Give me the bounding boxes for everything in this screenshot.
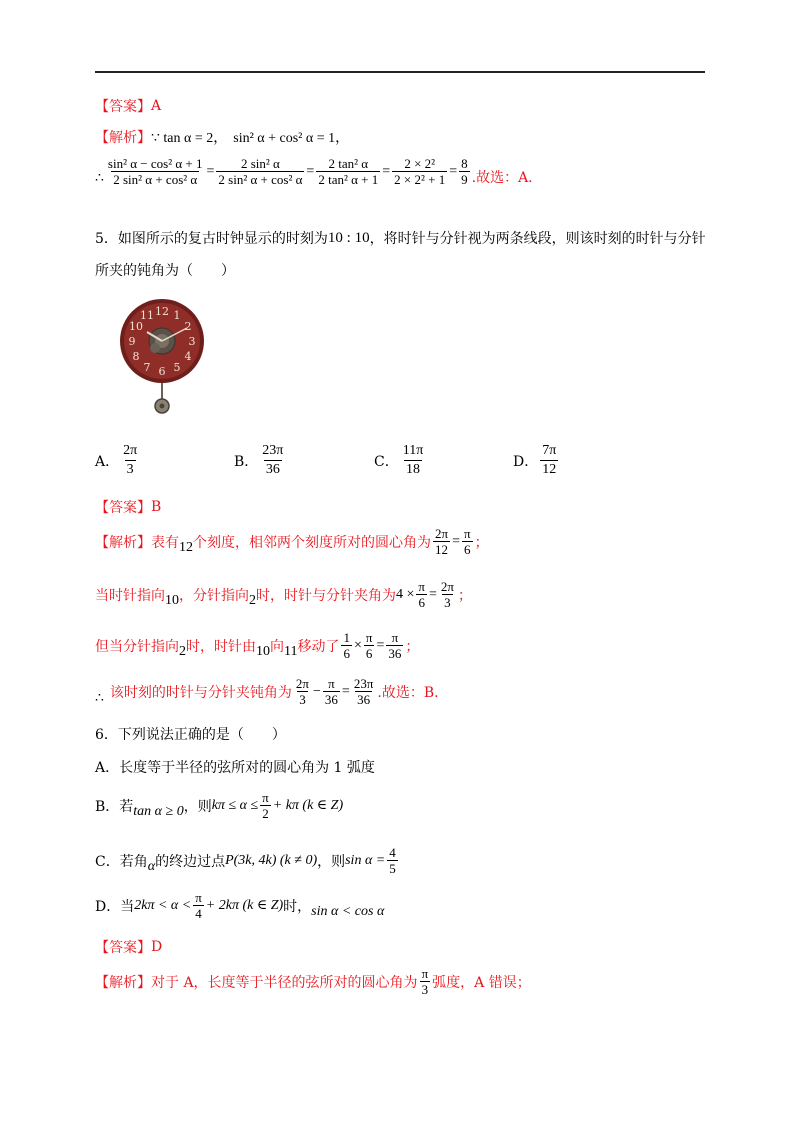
fraction-numerator: 4 [389, 845, 396, 860]
fraction-denominator: 6 [418, 595, 425, 610]
fraction [420, 966, 431, 997]
fraction-denominator: 36 [388, 646, 402, 661]
option-text: 时， [283, 898, 312, 915]
math-expression: 2kπ < α < [134, 897, 192, 913]
math-expression: α [147, 858, 156, 874]
q4-derivation [95, 156, 533, 187]
fraction-denominator: 2 sin² α + cos² α [113, 172, 198, 187]
fraction-denominator: 2 [262, 806, 269, 821]
analysis-text: 但当分针指向 [95, 638, 179, 655]
fraction-denominator: 18 [406, 462, 420, 477]
fraction-numerator: 7π [542, 443, 557, 458]
fraction-denominator: 3 [421, 982, 429, 997]
q5-stem-line1 [95, 228, 706, 248]
fraction-denominator: 6 [343, 646, 350, 661]
option-text: C．若角 [95, 853, 148, 870]
analysis-text: ； [474, 534, 489, 551]
fraction-denominator: 2 sin² α + cos² α [218, 172, 303, 187]
fraction-numerator: sin² α − cos² α + 1 [107, 156, 203, 171]
fraction-numerator: 11π [402, 443, 424, 458]
fraction-numerator: 2π [435, 526, 449, 541]
q6-option-a[interactable] [95, 757, 375, 777]
vintage-clock-figure [117, 296, 207, 416]
math-expression: 4 × [396, 586, 415, 602]
fraction [364, 630, 375, 661]
fraction-numerator: 1 [343, 630, 350, 645]
clock-numeral: 6 [158, 365, 166, 378]
clock-numeral: 8 [132, 350, 140, 363]
math-number: 2 [249, 592, 256, 608]
therefore-symbol: ∴ [95, 691, 104, 706]
fraction-numerator: 23π [353, 676, 374, 691]
pendulum-bob-center [160, 404, 165, 409]
equals-sign: = [306, 163, 315, 179]
fraction-numerator: π [421, 966, 429, 981]
option-text: B．若 [95, 798, 134, 815]
analysis-text: ，分针指向 [179, 587, 249, 604]
fraction [352, 676, 376, 707]
option-letter: D． [513, 453, 539, 470]
math-number: 2 [179, 643, 186, 659]
analysis-text: 当时针指向 [95, 587, 165, 604]
q5-answer-line [95, 497, 161, 517]
clock-numeral: 9 [128, 335, 136, 348]
fraction-numerator: 2π [440, 579, 454, 594]
fraction-numerator: π [195, 890, 202, 905]
equals-sign: = [428, 586, 437, 602]
option-d[interactable] [513, 442, 560, 479]
math-number: 10 [165, 592, 179, 608]
times-sign: × [353, 637, 362, 653]
q6-stem [95, 724, 286, 744]
math-expression: sin α = [345, 852, 386, 868]
analysis-tag: 【解析】 [95, 974, 151, 991]
analysis-text: 向 [270, 638, 284, 655]
fraction [193, 890, 204, 921]
fraction [316, 156, 380, 187]
analysis-text: 弧度，A 错误； [432, 974, 531, 991]
clock-numeral: 10 [129, 320, 143, 333]
math-expression: P(3k, 4k) (k ≠ 0) [225, 852, 318, 868]
q6-option-d[interactable] [95, 890, 384, 921]
question-stem: 5．如图所示的复古时钟显示的时刻为 [95, 231, 328, 247]
gear-small [150, 343, 160, 353]
fraction [462, 526, 473, 557]
option-text: 的终边过点 [155, 853, 226, 870]
answer-value: A [151, 98, 162, 114]
clock-numeral: 1 [173, 309, 181, 322]
option-letter: A． [95, 453, 120, 470]
fraction-numerator: π [391, 630, 399, 645]
equals-sign: = [449, 163, 458, 179]
clock-numeral: 12 [155, 305, 169, 318]
fraction-denominator: 2 × 2² + 1 [394, 172, 446, 187]
clock-numeral: 3 [188, 335, 196, 348]
fraction [386, 630, 403, 661]
analysis-text: ； [405, 638, 420, 655]
math-expression: + 2kπ (k ∈ Z) [205, 898, 284, 913]
clock-numeral: 7 [143, 361, 151, 374]
fraction-denominator: 12 [435, 542, 449, 557]
fraction-numerator: π [262, 790, 269, 805]
fraction-denominator: 9 [461, 172, 468, 187]
math-expression: kπ ≤ α ≤ [211, 797, 259, 813]
equals-sign: = [376, 637, 385, 653]
fraction-denominator: 3 [444, 595, 451, 610]
q5-analysis-line1 [95, 526, 489, 557]
fraction-denominator: 6 [365, 646, 373, 661]
option-c[interactable] [374, 442, 427, 479]
clock-numeral: 2 [184, 320, 192, 333]
math-number: 10 [256, 643, 270, 659]
answer-value: B [151, 499, 162, 515]
fraction-numerator: 2π [123, 443, 138, 458]
fraction-denominator: 36 [265, 462, 280, 477]
therefore-symbol: ∴ [95, 171, 104, 186]
question-stem: ，将时针与分针视为两条线段，则该时刻的时针与分针 [369, 231, 706, 247]
q5-analysis-line2 [95, 579, 472, 610]
q4-analysis-line [95, 127, 349, 147]
fraction-numerator: π [463, 526, 471, 541]
fraction-numerator: 8 [461, 156, 468, 171]
fraction-denominator: 4 [195, 906, 202, 921]
fraction-denominator: 2 tan² α + 1 [318, 172, 379, 187]
fraction [433, 526, 450, 557]
fraction-numerator: 2 sin² α [240, 156, 280, 171]
fraction [392, 156, 447, 187]
q5-analysis-line4 [95, 676, 439, 707]
conclusion: .故选：A. [471, 170, 533, 186]
fraction [439, 579, 456, 610]
analysis-text: 表有 [151, 534, 179, 551]
fraction [323, 676, 340, 707]
fraction-numerator: 2π [295, 676, 309, 691]
clock-numeral: 5 [173, 361, 181, 374]
fraction-numerator: 23π [262, 443, 284, 458]
fraction [106, 156, 205, 187]
math-expression: + kπ (k ∈ Z) [272, 798, 344, 813]
given-tan: ∵ tan α = 2， [151, 131, 228, 146]
clock-numeral: 11 [140, 309, 154, 322]
fraction-denominator: 36 [324, 692, 338, 707]
fraction-denominator: 6 [464, 542, 471, 557]
clock-numeral: 4 [184, 350, 192, 363]
math-number: 11 [284, 643, 298, 659]
answer-tag: 【答案】 [95, 500, 151, 516]
option-letter: B． [234, 453, 259, 470]
option-fraction [401, 442, 426, 479]
equals-sign: = [341, 683, 350, 699]
question-stem: 6．下列说法正确的是（ ） [95, 727, 286, 743]
fraction-denominator: 5 [389, 861, 396, 876]
time-value: 10 : 10 [327, 229, 370, 246]
fraction-numerator: 2 tan² α [328, 156, 369, 171]
analysis-tag: 【解析】 [95, 130, 151, 146]
analysis-text: 时，时针与分针夹角为 [256, 587, 396, 604]
minus-sign: − [313, 683, 321, 699]
fraction [459, 156, 470, 187]
option-text: ，则 [183, 798, 212, 815]
option-text: D．当 [95, 898, 135, 915]
math-expression: tan α ≥ 0 [133, 803, 184, 819]
q6-option-b[interactable] [95, 790, 343, 821]
answer-tag: 【答案】 [95, 940, 151, 956]
option-text: A．长度等于半径的弦所对的圆心角为 1 弧度 [95, 760, 375, 776]
fraction [260, 790, 271, 821]
q6-analysis-line [95, 966, 531, 997]
fraction [216, 156, 304, 187]
q6-option-c[interactable] [95, 845, 400, 876]
option-fraction [260, 442, 285, 479]
question-stem: 所夹的钝角为（ ） [95, 263, 235, 279]
equals-sign: = [206, 163, 215, 179]
analysis-text: 移动了 [297, 638, 340, 655]
fraction-denominator: 12 [542, 462, 557, 477]
option-fraction [540, 442, 558, 479]
fraction-denominator: 3 [299, 692, 306, 707]
analysis-tag: 【解析】 [95, 534, 151, 551]
analysis-text: 对于 A，长度等于半径的弦所对的圆心角为 [151, 974, 418, 991]
equals-sign: = [382, 163, 391, 179]
option-text: ，则 [317, 853, 346, 870]
fraction [341, 630, 352, 661]
option-b[interactable] [234, 442, 287, 479]
option-a[interactable] [95, 442, 141, 479]
math-number: 12 [179, 539, 193, 555]
fraction-numerator: 2 × 2² [404, 156, 436, 171]
given-identity: sin² α + cos² α = 1， [233, 131, 350, 146]
fraction [416, 579, 427, 610]
analysis-text: ； [457, 587, 472, 604]
fraction-numerator: π [328, 676, 335, 691]
conclusion: .故选：B. [377, 684, 439, 701]
option-fraction [121, 442, 139, 479]
analysis-text: 个刻度，相邻两个刻度所对的圆心角为 [193, 534, 431, 551]
fraction-numerator: π [418, 579, 425, 594]
answer-tag: 【答案】 [95, 99, 151, 115]
answer-value: D [151, 939, 163, 955]
math-expression: sin α < cos α [311, 903, 385, 919]
q5-stem-line2 [95, 260, 235, 280]
fraction [387, 845, 398, 876]
equals-sign: = [452, 533, 460, 549]
fraction-denominator: 3 [126, 462, 134, 477]
analysis-text: 该时刻的时针与分针夹钝角为 [109, 684, 292, 701]
option-letter: C． [374, 453, 399, 470]
analysis-text: 时，时针由 [186, 638, 256, 655]
q5-analysis-line3 [95, 630, 419, 661]
header-rule [95, 71, 705, 73]
q6-answer-line [95, 937, 162, 957]
fraction-denominator: 36 [357, 692, 371, 707]
fraction-numerator: π [365, 630, 373, 645]
q4-answer-line [95, 96, 161, 116]
fraction [294, 676, 311, 707]
